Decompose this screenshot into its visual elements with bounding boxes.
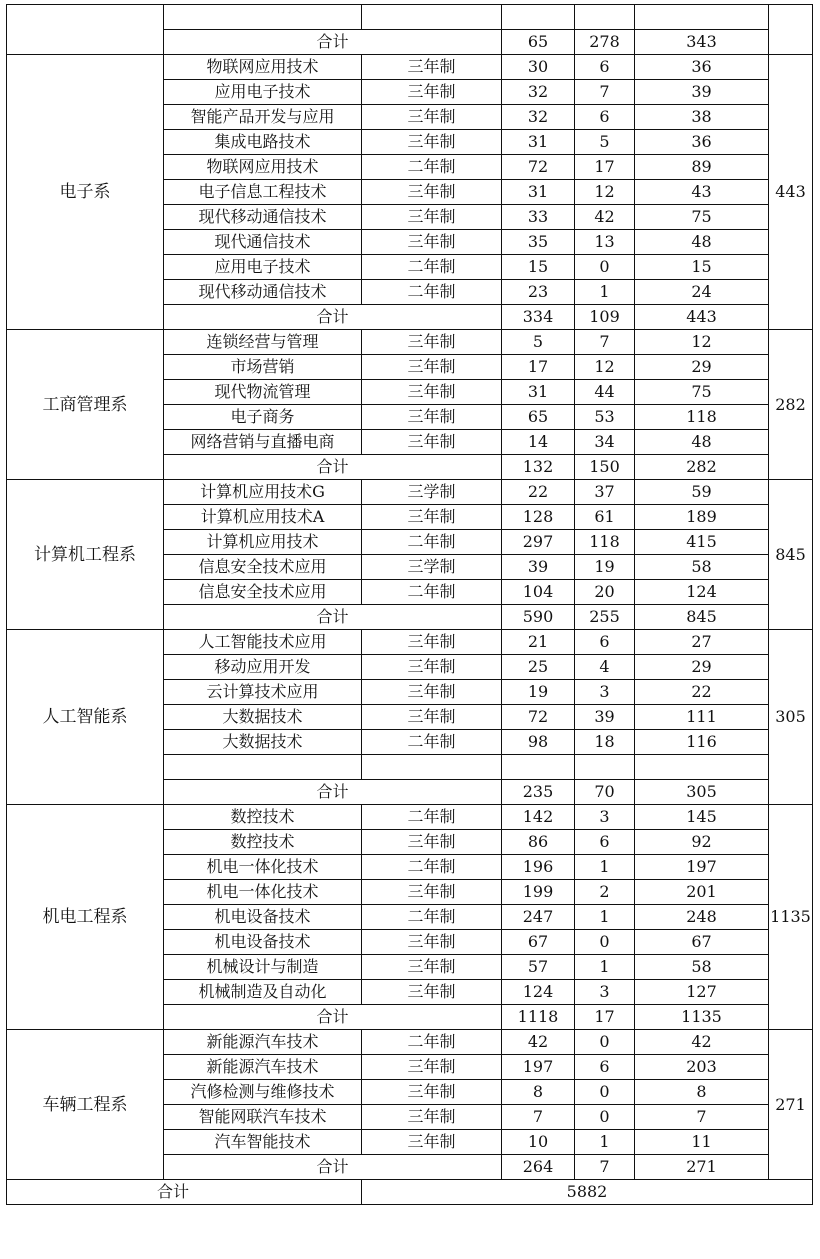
value-cell: 75: [635, 380, 769, 405]
system-cell: 三年制: [362, 130, 502, 155]
system-cell: 三年制: [362, 180, 502, 205]
value-cell: [502, 755, 575, 780]
table-row: [7, 5, 813, 30]
major-cell: 机电设备技术: [164, 930, 362, 955]
table-body: [7, 5, 813, 1180]
dept-name-cell: 机电工程系: [7, 805, 164, 1030]
system-cell: 三年制: [362, 655, 502, 680]
value-cell: 12: [575, 180, 635, 205]
major-cell: 现代通信技术: [164, 230, 362, 255]
value-cell: 72: [502, 705, 575, 730]
value-cell: 22: [502, 480, 575, 505]
value-cell: 297: [502, 530, 575, 555]
system-cell: 三年制: [362, 355, 502, 380]
major-cell: 应用电子技术: [164, 80, 362, 105]
value-cell: 196: [502, 855, 575, 880]
major-cell: 大数据技术: [164, 730, 362, 755]
subtotal-value: 282: [635, 455, 769, 480]
major-cell: 计算机应用技术: [164, 530, 362, 555]
value-cell: 13: [575, 230, 635, 255]
major-cell: 机电一体化技术: [164, 855, 362, 880]
major-cell: 数控技术: [164, 805, 362, 830]
system-cell: 二年制: [362, 580, 502, 605]
value-cell: [502, 5, 575, 30]
system-cell: 二年制: [362, 855, 502, 880]
value-cell: 18: [575, 730, 635, 755]
value-cell: 3: [575, 980, 635, 1005]
value-cell: 4: [575, 655, 635, 680]
value-cell: 65: [502, 405, 575, 430]
major-cell: 计算机应用技术G: [164, 480, 362, 505]
value-cell: [635, 755, 769, 780]
grand-total-label: 合计: [7, 1180, 362, 1205]
value-cell: 142: [502, 805, 575, 830]
value-cell: 145: [635, 805, 769, 830]
value-cell: 15: [635, 255, 769, 280]
major-cell: 云计算技术应用: [164, 680, 362, 705]
value-cell: 39: [502, 555, 575, 580]
value-cell: 111: [635, 705, 769, 730]
subtotal-value: 264: [502, 1155, 575, 1180]
value-cell: 0: [575, 255, 635, 280]
value-cell: 29: [635, 355, 769, 380]
value-cell: 6: [575, 630, 635, 655]
subtotal-value: 334: [502, 305, 575, 330]
value-cell: 75: [635, 205, 769, 230]
value-cell: 1: [575, 1130, 635, 1155]
value-cell: 32: [502, 105, 575, 130]
major-cell: 计算机应用技术A: [164, 505, 362, 530]
value-cell: 3: [575, 805, 635, 830]
subtotal-label: 合计: [164, 1005, 502, 1030]
major-cell: 应用电子技术: [164, 255, 362, 280]
major-cell: 人工智能技术应用: [164, 630, 362, 655]
value-cell: 0: [575, 1030, 635, 1055]
table-row: [7, 1030, 813, 1055]
major-cell: 信息安全技术应用: [164, 555, 362, 580]
enrollment-table: [6, 4, 813, 1205]
value-cell: 67: [502, 930, 575, 955]
dept-total-cell: 443: [769, 55, 813, 330]
value-cell: 36: [635, 55, 769, 80]
value-cell: 42: [502, 1030, 575, 1055]
major-cell: 数控技术: [164, 830, 362, 855]
dept-name-cell: 电子系: [7, 55, 164, 330]
system-cell: 三年制: [362, 230, 502, 255]
major-cell: 汽修检测与维修技术: [164, 1080, 362, 1105]
major-cell: 现代物流管理: [164, 380, 362, 405]
value-cell: 39: [635, 80, 769, 105]
value-cell: 67: [635, 930, 769, 955]
value-cell: 23: [502, 280, 575, 305]
value-cell: 19: [502, 680, 575, 705]
value-cell: 42: [575, 205, 635, 230]
value-cell: 2: [575, 880, 635, 905]
major-cell: 电子商务: [164, 405, 362, 430]
value-cell: 31: [502, 180, 575, 205]
value-cell: 127: [635, 980, 769, 1005]
value-cell: 189: [635, 505, 769, 530]
subtotal-value: 235: [502, 780, 575, 805]
value-cell: 48: [635, 430, 769, 455]
major-cell: 机电一体化技术: [164, 880, 362, 905]
value-cell: 72: [502, 155, 575, 180]
major-cell: 机电设备技术: [164, 905, 362, 930]
table-row: [7, 805, 813, 830]
system-cell: 三年制: [362, 80, 502, 105]
major-cell: 智能产品开发与应用: [164, 105, 362, 130]
value-cell: 201: [635, 880, 769, 905]
subtotal-value: 132: [502, 455, 575, 480]
subtotal-value: 271: [635, 1155, 769, 1180]
system-cell: 三年制: [362, 55, 502, 80]
value-cell: 118: [635, 405, 769, 430]
system-cell: 三年制: [362, 105, 502, 130]
system-cell: 三年制: [362, 980, 502, 1005]
value-cell: 7: [635, 1105, 769, 1130]
value-cell: 27: [635, 630, 769, 655]
system-cell: 三年制: [362, 1055, 502, 1080]
subtotal-value: 1135: [635, 1005, 769, 1030]
major-cell: 网络营销与直播电商: [164, 430, 362, 455]
value-cell: 11: [635, 1130, 769, 1155]
value-cell: 22: [635, 680, 769, 705]
system-cell: 三年制: [362, 955, 502, 980]
subtotal-label: 合计: [164, 455, 502, 480]
value-cell: 48: [635, 230, 769, 255]
value-cell: 25: [502, 655, 575, 680]
system-cell: 三年制: [362, 1105, 502, 1130]
value-cell: 59: [635, 480, 769, 505]
subtotal-value: 65: [502, 30, 575, 55]
table-row: [7, 480, 813, 505]
value-cell: 24: [635, 280, 769, 305]
value-cell: 31: [502, 380, 575, 405]
value-cell: 30: [502, 55, 575, 80]
value-cell: 34: [575, 430, 635, 455]
major-cell: 集成电路技术: [164, 130, 362, 155]
value-cell: 89: [635, 155, 769, 180]
value-cell: 0: [575, 1080, 635, 1105]
value-cell: 10: [502, 1130, 575, 1155]
subtotal-value: 305: [635, 780, 769, 805]
system-cell: 二年制: [362, 530, 502, 555]
table-row: [7, 330, 813, 355]
system-cell: 二年制: [362, 1030, 502, 1055]
major-cell: 物联网应用技术: [164, 155, 362, 180]
value-cell: 5: [502, 330, 575, 355]
subtotal-label: 合计: [164, 780, 502, 805]
dept-name-cell: 工商管理系: [7, 330, 164, 480]
value-cell: 37: [575, 480, 635, 505]
major-cell: 信息安全技术应用: [164, 580, 362, 605]
major-cell: 市场营销: [164, 355, 362, 380]
system-cell: 三年制: [362, 380, 502, 405]
value-cell: 12: [635, 330, 769, 355]
major-cell: 机械设计与制造: [164, 955, 362, 980]
value-cell: 0: [575, 930, 635, 955]
major-cell: 现代移动通信技术: [164, 280, 362, 305]
system-cell: 三年制: [362, 830, 502, 855]
subtotal-value: 845: [635, 605, 769, 630]
system-cell: 二年制: [362, 255, 502, 280]
major-cell: 智能网联汽车技术: [164, 1105, 362, 1130]
grand-total-row: [7, 1180, 813, 1205]
dept-total-cell: 845: [769, 480, 813, 630]
value-cell: 247: [502, 905, 575, 930]
value-cell: 6: [575, 105, 635, 130]
value-cell: 19: [575, 555, 635, 580]
major-cell: 大数据技术: [164, 705, 362, 730]
value-cell: 58: [635, 555, 769, 580]
system-cell: 三学制: [362, 555, 502, 580]
value-cell: 6: [575, 55, 635, 80]
value-cell: 39: [575, 705, 635, 730]
value-cell: 7: [575, 330, 635, 355]
system-cell: 二年制: [362, 805, 502, 830]
value-cell: 12: [575, 355, 635, 380]
major-cell: 电子信息工程技术: [164, 180, 362, 205]
value-cell: 8: [635, 1080, 769, 1105]
value-cell: 415: [635, 530, 769, 555]
value-cell: 61: [575, 505, 635, 530]
dept-cell: [7, 5, 164, 55]
subtotal-value: 343: [635, 30, 769, 55]
subtotal-value: 7: [575, 1155, 635, 1180]
value-cell: 5: [575, 130, 635, 155]
system-cell: 二年制: [362, 730, 502, 755]
system-cell: 三年制: [362, 680, 502, 705]
major-cell: [164, 5, 362, 30]
value-cell: 0: [575, 1105, 635, 1130]
value-cell: 20: [575, 580, 635, 605]
system-cell: [362, 5, 502, 30]
value-cell: 6: [575, 830, 635, 855]
value-cell: 197: [635, 855, 769, 880]
subtotal-value: 590: [502, 605, 575, 630]
value-cell: [575, 5, 635, 30]
table-row: [7, 55, 813, 80]
system-cell: 三年制: [362, 505, 502, 530]
major-cell: 汽车智能技术: [164, 1130, 362, 1155]
value-cell: 118: [575, 530, 635, 555]
system-cell: 三年制: [362, 1080, 502, 1105]
value-cell: [635, 5, 769, 30]
system-cell: 三年制: [362, 705, 502, 730]
system-cell: 二年制: [362, 905, 502, 930]
value-cell: 29: [635, 655, 769, 680]
system-cell: 二年制: [362, 280, 502, 305]
subtotal-value: 17: [575, 1005, 635, 1030]
value-cell: 6: [575, 1055, 635, 1080]
value-cell: 248: [635, 905, 769, 930]
system-cell: [362, 755, 502, 780]
major-cell: 新能源汽车技术: [164, 1055, 362, 1080]
subtotal-value: 109: [575, 305, 635, 330]
dept-name-cell: 人工智能系: [7, 630, 164, 805]
system-cell: 三年制: [362, 330, 502, 355]
subtotal-value: 443: [635, 305, 769, 330]
value-cell: 57: [502, 955, 575, 980]
value-cell: 104: [502, 580, 575, 605]
value-cell: 98: [502, 730, 575, 755]
value-cell: 124: [502, 980, 575, 1005]
value-cell: 32: [502, 80, 575, 105]
value-cell: 7: [502, 1105, 575, 1130]
value-cell: 31: [502, 130, 575, 155]
value-cell: 8: [502, 1080, 575, 1105]
major-cell: 物联网应用技术: [164, 55, 362, 80]
value-cell: 203: [635, 1055, 769, 1080]
major-cell: 新能源汽车技术: [164, 1030, 362, 1055]
value-cell: 1: [575, 955, 635, 980]
value-cell: 7: [575, 80, 635, 105]
dept-name-cell: 计算机工程系: [7, 480, 164, 630]
dept-total-cell: 305: [769, 630, 813, 805]
system-cell: 二年制: [362, 155, 502, 180]
subtotal-label: 合计: [164, 305, 502, 330]
value-cell: 199: [502, 880, 575, 905]
subtotal-label: 合计: [164, 30, 502, 55]
value-cell: 92: [635, 830, 769, 855]
value-cell: 36: [635, 130, 769, 155]
value-cell: 44: [575, 380, 635, 405]
system-cell: 三年制: [362, 405, 502, 430]
value-cell: 35: [502, 230, 575, 255]
value-cell: 42: [635, 1030, 769, 1055]
value-cell: 15: [502, 255, 575, 280]
value-cell: 128: [502, 505, 575, 530]
system-cell: 三年制: [362, 205, 502, 230]
subtotal-value: 1118: [502, 1005, 575, 1030]
value-cell: 58: [635, 955, 769, 980]
subtotal-label: 合计: [164, 605, 502, 630]
dept-total-cell: 282: [769, 330, 813, 480]
value-cell: 3: [575, 680, 635, 705]
system-cell: 三年制: [362, 630, 502, 655]
table-row: [7, 630, 813, 655]
value-cell: 116: [635, 730, 769, 755]
major-cell: [164, 755, 362, 780]
value-cell: 1: [575, 280, 635, 305]
subtotal-value: 278: [575, 30, 635, 55]
value-cell: 17: [575, 155, 635, 180]
major-cell: 连锁经营与管理: [164, 330, 362, 355]
subtotal-value: 150: [575, 455, 635, 480]
value-cell: 14: [502, 430, 575, 455]
value-cell: 33: [502, 205, 575, 230]
value-cell: 1: [575, 905, 635, 930]
system-cell: 三年制: [362, 930, 502, 955]
subtotal-label: 合计: [164, 1155, 502, 1180]
value-cell: 197: [502, 1055, 575, 1080]
major-cell: 现代移动通信技术: [164, 205, 362, 230]
system-cell: 三年制: [362, 1130, 502, 1155]
value-cell: 1: [575, 855, 635, 880]
grand-total-body: [7, 1180, 813, 1205]
major-cell: 机械制造及自动化: [164, 980, 362, 1005]
major-cell: 移动应用开发: [164, 655, 362, 680]
dept-total-cell: 1135: [769, 805, 813, 1030]
value-cell: 38: [635, 105, 769, 130]
value-cell: 21: [502, 630, 575, 655]
subtotal-value: 255: [575, 605, 635, 630]
subtotal-value: 70: [575, 780, 635, 805]
value-cell: 43: [635, 180, 769, 205]
value-cell: 53: [575, 405, 635, 430]
value-cell: 17: [502, 355, 575, 380]
value-cell: [575, 755, 635, 780]
dept-total-cell: 271: [769, 1030, 813, 1180]
value-cell: 124: [635, 580, 769, 605]
value-cell: 86: [502, 830, 575, 855]
grand-total-value: 5882: [362, 1180, 813, 1205]
system-cell: 三学制: [362, 480, 502, 505]
dept-name-cell: 车辆工程系: [7, 1030, 164, 1180]
dept-total-cell: [769, 5, 813, 55]
system-cell: 三年制: [362, 430, 502, 455]
system-cell: 三年制: [362, 880, 502, 905]
